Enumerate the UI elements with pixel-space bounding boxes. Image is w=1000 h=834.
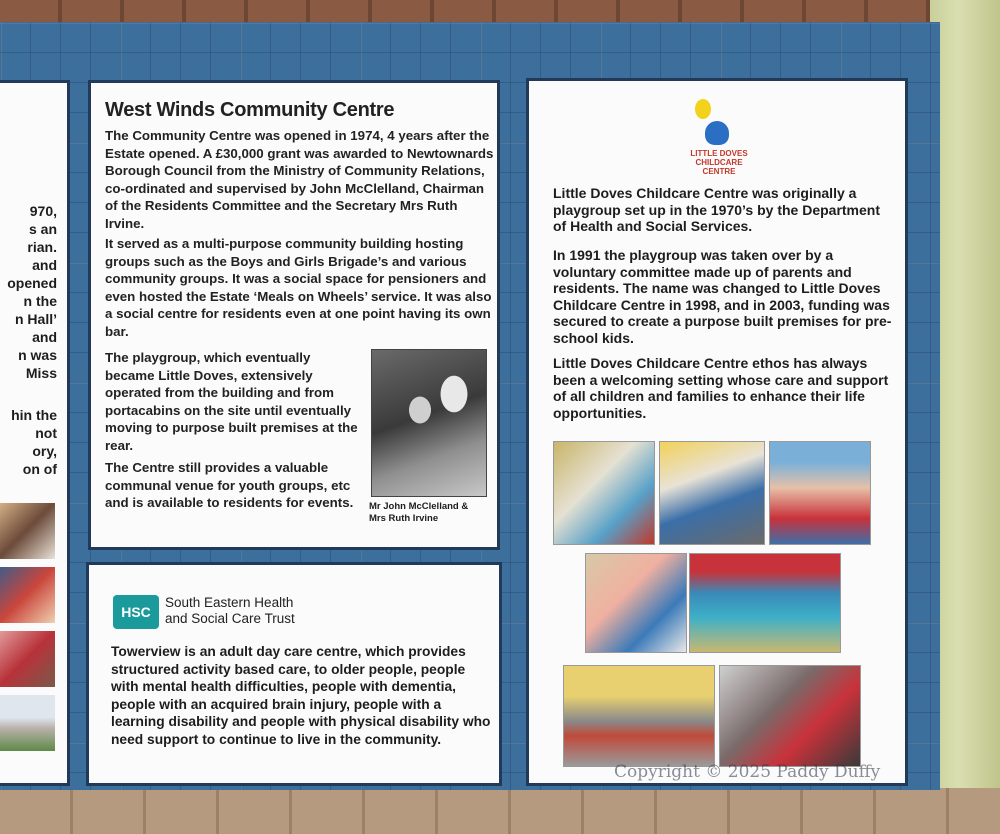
copyright-watermark: Copyright © 2025 Paddy Duffy — [614, 762, 881, 782]
paragraph: Little Doves Childcare Centre was originally a playgroup set up in the 1970’s by the Department of Health and Social Services. — [553, 185, 880, 234]
paragraph: Little Doves Childcare Centre ethos has always been a welcoming setting whose care and support of all children and families to enhance their life opportunities. — [553, 355, 889, 421]
left-text-line: opened — [7, 275, 57, 291]
childcare-photo — [719, 665, 861, 767]
trust-name — [165, 595, 295, 627]
left-text-line: and — [32, 329, 57, 345]
hsc-panel — [86, 562, 502, 786]
west-winds-panel — [88, 80, 500, 550]
paragraph: The playgroup, which eventually became Little Doves, extensively operated from the building and from portacabins on the site until eventually moving to purpose built premises at the rear. — [105, 350, 358, 453]
hoarding-board — [0, 22, 940, 790]
left-text-line: and — [32, 257, 57, 273]
little-doves-logo — [679, 95, 759, 176]
pavement — [0, 788, 1000, 834]
paragraph: The Community Centre was opened in 1974, 4 years after the Estate opened. A £30,000 grant was awarded to Newtownards Borough Council from the Ministry of Community Relations, co-ordinated and supervised by John McClelland, Chairman of the Residents Committee and the Secretary Mrs Ruth Irvine. — [105, 128, 494, 231]
paragraph: It served as a multi-purpose community building hosting groups such as the Boys and Girls Brigade’s and various community groups. It was a social space for pensioners and even hosted the Estate ‘Meals on Wheels’ service. It was also a social centre for residents even at one point having its own bar. — [105, 236, 492, 339]
left-text-line: on of — [22, 461, 57, 477]
childcare-photo — [553, 441, 655, 545]
dove-icon — [705, 121, 729, 145]
logo-text — [679, 149, 759, 176]
trust-name-line: and Social Care Trust — [165, 611, 295, 626]
logo-text-line: CHILDCARE CENTRE — [695, 158, 743, 176]
left-text-line: n was — [18, 347, 57, 363]
little-doves-panel — [526, 78, 908, 786]
left-photo — [0, 631, 55, 687]
trust-name-line: South Eastern Health — [165, 595, 294, 610]
left-text-line: n Hall’ — [14, 311, 57, 327]
childcare-photo — [689, 553, 841, 653]
left-partial-panel — [0, 80, 70, 786]
balloon-icon — [695, 99, 711, 119]
left-photo — [0, 695, 55, 751]
left-photo — [0, 503, 55, 559]
childcare-photo — [659, 441, 765, 545]
left-text-line: not — [35, 425, 57, 441]
paragraph: In 1991 the playgroup was taken over by a voluntary committee made up of parents and residents. The name was changed to Little Doves Childcare Centre in 1998, and in 2003, funding was secured to create a purpose built premises for pre-school kids. — [553, 247, 892, 346]
left-text-line: ory, — [32, 443, 57, 459]
left-text-line: rian. — [27, 239, 57, 255]
childcare-photo — [585, 553, 687, 653]
left-text-line: Miss — [25, 365, 57, 381]
green-wall — [930, 0, 1000, 834]
logo-text-line: LITTLE DOVES — [690, 149, 748, 158]
brick-wall-top — [0, 0, 1000, 24]
left-text-line: hin the — [11, 407, 57, 423]
childcare-photo — [769, 441, 871, 545]
mcclelland-irvine-photo — [371, 349, 487, 497]
photo-caption: Mr John McClelland & Mrs Ruth Irvine — [369, 501, 469, 524]
left-text-line: s an — [28, 221, 57, 237]
panel-title: West Winds Community Centre — [105, 99, 395, 121]
childcare-photo — [563, 665, 715, 767]
left-text-line: 970, — [29, 203, 57, 219]
left-text-line: n the — [23, 293, 57, 309]
left-photo — [0, 567, 55, 623]
paragraph: Towerview is an adult day care centre, which provides structured activity based care, to older people, people with mental health difficulties, people with dementia, people with an acquired brain injury, people with a learning disability and people with physical disability who need support to continue to live in the community. — [111, 644, 491, 747]
paragraph: The Centre still provides a valuable communal venue for youth groups, etc and is available to residents for events. — [105, 460, 354, 510]
hsc-logo: HSC — [113, 595, 159, 629]
